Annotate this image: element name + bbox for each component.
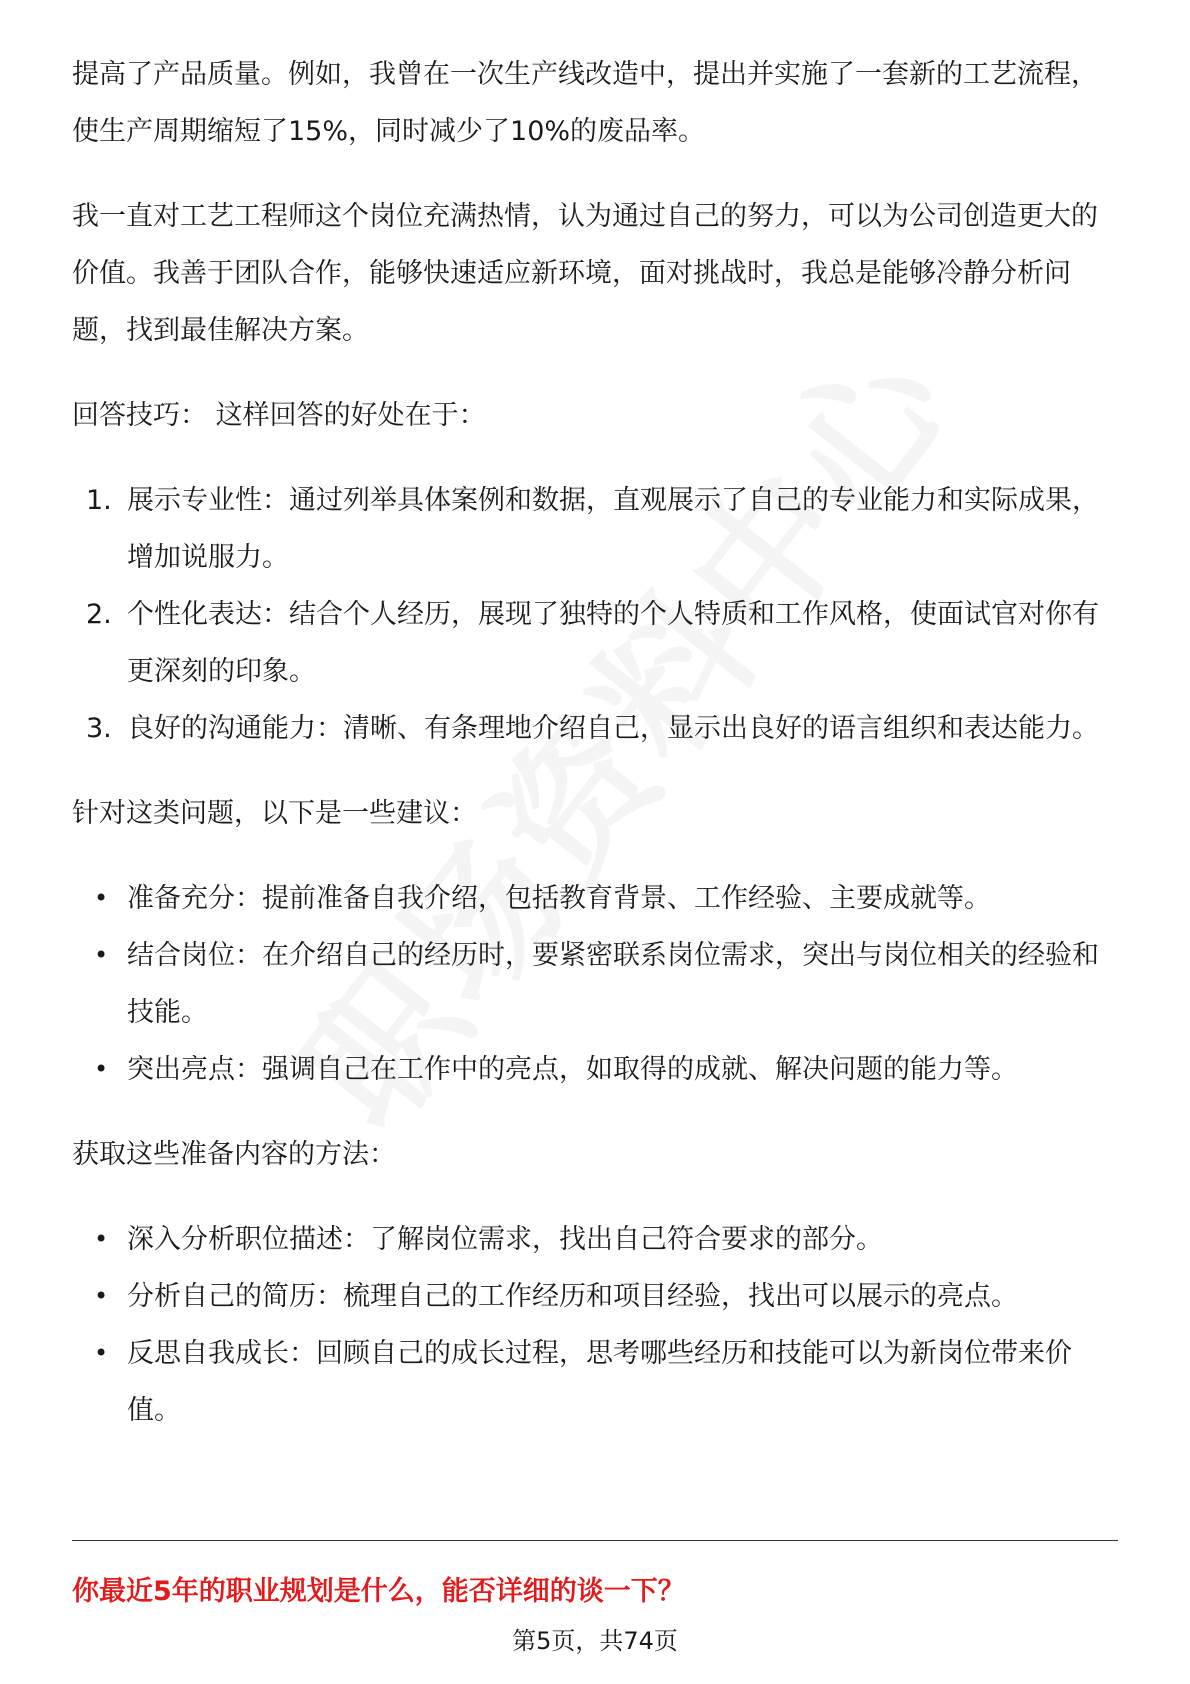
list-item-text: 良好的沟通能力：清晰、有条理地介绍自己，显示出良好的语言组织和表达能力。 (127, 713, 1099, 744)
bullet-icon: • (94, 941, 109, 969)
bullet-icon: • (94, 1225, 109, 1253)
bullet-icon: • (94, 1282, 109, 1310)
list-number: 1. (86, 485, 112, 516)
list-item (72, 472, 1118, 586)
list-item (72, 700, 1118, 757)
paragraph-passion: 我一直对工艺工程师这个岗位充满热情，认为通过自己的努力，可以为公司创造更大的价值。我善于团队合作，能够快速适应新环境，面对挑战时，我总是能够冷静分析问题，找到最佳解决方案。 (72, 201, 1098, 346)
suggest-list (72, 870, 1118, 1098)
list-item-text: 深入分析职位描述：了解岗位需求，找出自己符合要求的部分。 (127, 1224, 883, 1255)
bullet-icon: • (94, 884, 109, 912)
list-item (72, 870, 1118, 927)
page-content (72, 46, 1118, 1467)
list-item-text: 结合岗位：在介绍自己的经历时，要紧密联系岗位需求，突出与岗位相关的经验和技能。 (127, 940, 1099, 1028)
list-item (72, 1041, 1118, 1098)
list-number: 3. (86, 713, 112, 744)
bullet-icon: • (94, 1339, 109, 1367)
list-item (72, 1268, 1118, 1325)
paragraph-intro: 提高了产品质量。例如，我曾在一次生产线改造中，提出并实施了一套新的工艺流程，使生产周期缩短了15%，同时减少了10%的废品率。 (72, 59, 1098, 147)
tips-heading: 回答技巧： 这样回答的好处在于： (72, 400, 486, 431)
list-item-text: 分析自己的简历：梳理自己的工作经历和项目经验，找出可以展示的亮点。 (127, 1281, 1018, 1312)
list-item (72, 586, 1118, 700)
tips-list (72, 472, 1118, 757)
divider (72, 1540, 1118, 1541)
list-item-text: 展示专业性：通过列举具体案例和数据，直观展示了自己的专业能力和实际成果，增加说服力。 (127, 485, 1099, 573)
list-item-text: 反思自我成长：回顾自己的成长过程，思考哪些经历和技能可以为新岗位带来价值。 (127, 1338, 1072, 1426)
list-item (72, 927, 1118, 1041)
next-question-heading: 你最近5年的职业规划是什么，能否详细的谈一下？ (72, 1576, 685, 1607)
bullet-icon: • (94, 1055, 109, 1083)
page-footer: 第5页，共74页 (512, 1627, 678, 1655)
list-item (72, 1325, 1118, 1439)
list-item-text: 个性化表达：结合个人经历，展现了独特的个人特质和工作风格，使面试官对你有更深刻的印象。 (127, 599, 1099, 687)
list-item-text: 准备充分：提前准备自我介绍，包括教育背景、工作经验、主要成就等。 (127, 883, 991, 914)
suggest-heading: 针对这类问题，以下是一些建议： (72, 798, 477, 829)
list-number: 2. (86, 599, 112, 630)
list-item-text: 突出亮点：强调自己在工作中的亮点，如取得的成就、解决问题的能力等。 (127, 1054, 1018, 1085)
list-item (72, 1211, 1118, 1268)
method-list (72, 1211, 1118, 1439)
method-heading: 获取这些准备内容的方法： (72, 1139, 396, 1170)
